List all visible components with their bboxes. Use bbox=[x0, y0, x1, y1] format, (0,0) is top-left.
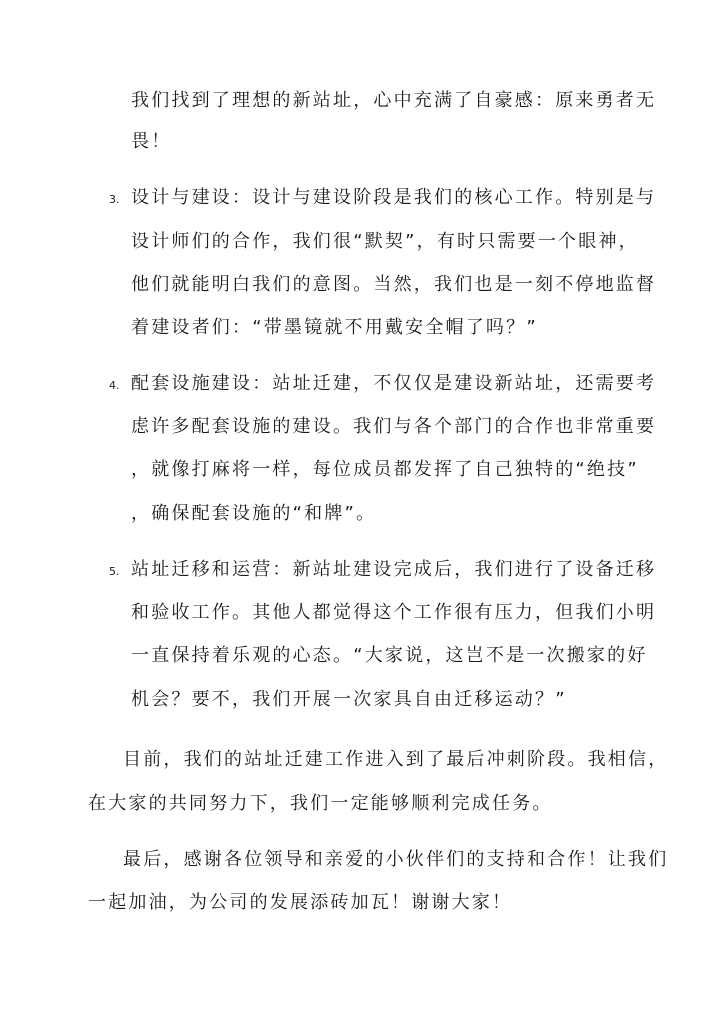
list-number: 4. bbox=[109, 379, 120, 392]
paragraph-line: 目前，我们的站址迁建工作进入到了最后冲刺阶段。我相信， bbox=[123, 749, 669, 770]
text-line: 站址迁移和运营：新站址建设完成后，我们进行了设备迁移 bbox=[131, 559, 657, 580]
text-line: 配套设施建设：站址迁建，不仅仅是建设新站址，还需要考 bbox=[131, 373, 657, 394]
text-line: 我们找到了理想的新站址，心中充满了自豪感：原来勇者无 bbox=[131, 90, 657, 111]
text-line: 一直保持着乐观的心态。“大家说，这岂不是一次搬家的好 bbox=[131, 645, 648, 666]
text-line: 他们就能明白我们的意图。当然，我们也是一刻不停地监督 bbox=[131, 274, 657, 295]
text-line: 机会？要不，我们开展一次家具自由迁移运动？” bbox=[131, 689, 567, 710]
paragraph-line: 最后，感谢各位领导和亲爱的小伙伴们的支持和合作！让我们 bbox=[123, 849, 669, 870]
text-line: 着建设者们：“带墨镜就不用戴安全帽了吗？” bbox=[131, 317, 538, 338]
text-line: ，就像打麻将一样，每位成员都发挥了自己独特的“绝技” bbox=[131, 459, 639, 480]
list-number: 3. bbox=[109, 193, 120, 206]
paragraph-line: 在大家的共同努力下，我们一定能够顺利完成任务。 bbox=[88, 793, 553, 814]
text-line: 和验收工作。其他人都觉得这个工作很有压力，但我们小明 bbox=[131, 602, 657, 623]
text-line: 设计师们的合作，我们很“默契”，有时只需要一个眼神， bbox=[131, 231, 639, 252]
text-line: 设计与建设：设计与建设阶段是我们的核心工作。特别是与 bbox=[131, 187, 657, 208]
text-line: 畏！ bbox=[131, 131, 172, 152]
list-number: 5. bbox=[109, 565, 120, 578]
text-line: 虑许多配套设施的建设。我们与各个部门的合作也非常重要 bbox=[131, 416, 657, 437]
text-line: ，确保配套设施的“和牌”。 bbox=[131, 503, 377, 524]
paragraph-line: 一起加油，为公司的发展添砖加瓦！谢谢大家！ bbox=[88, 892, 513, 913]
